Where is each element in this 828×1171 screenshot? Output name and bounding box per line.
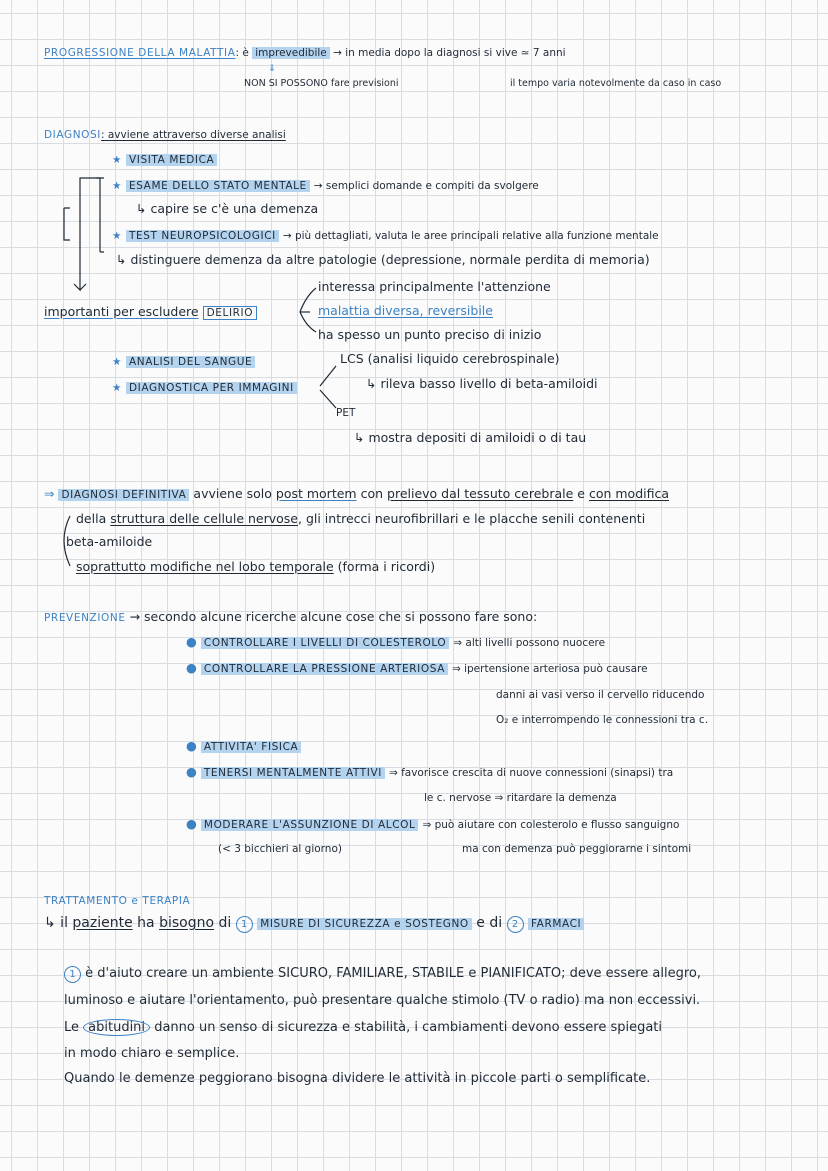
text: le c. nervose xyxy=(424,792,492,804)
alcohol-note: (< 3 bicchieri al giorno) xyxy=(218,843,342,855)
delirium-point-1: interessa principalmente l'attenzione xyxy=(318,279,551,294)
time-variation: il tempo varia notevolmente da caso in caso xyxy=(510,78,722,89)
bullet-icon: ● xyxy=(186,738,197,753)
modification: con modifica xyxy=(588,486,670,501)
pet: PET xyxy=(336,407,356,419)
blood-label: ANALISI DEL SANGUE xyxy=(126,356,255,368)
definitive-line-1 xyxy=(44,486,669,503)
physical-activity-label: ATTIVITA' FISICA xyxy=(201,741,301,753)
mental-exam-item xyxy=(112,178,539,194)
text: con xyxy=(360,486,384,501)
alcohol-label: MODERARE L'ASSUNZIONE DI ALCOL xyxy=(201,819,419,831)
tissue-sample: prelievo dal tessuto cerebrale xyxy=(387,486,574,501)
text: di xyxy=(218,915,232,931)
unpredictable-highlight: imprevedibile xyxy=(252,47,330,59)
pressure-cont-1: danni ai vasi verso il cervello riducendo xyxy=(496,689,705,701)
diagnosis-intro: : avviene attraverso diverse analisi xyxy=(101,129,286,141)
imaging-label: DIAGNOSTICA PER IMMAGINI xyxy=(126,382,297,394)
post-mortem: post mortem xyxy=(275,486,357,501)
bullet-icon: ● xyxy=(186,660,197,675)
blood-item xyxy=(112,354,255,370)
treatment-line xyxy=(44,915,584,933)
text: ↳ il xyxy=(44,915,68,931)
text: e di xyxy=(476,915,503,931)
prevention-item-4 xyxy=(186,764,673,781)
pressure-desc: ⇒ ipertensione arteriosa può causare xyxy=(451,663,648,675)
alcohol-cont: ma con demenza può peggiorarne i sintomi xyxy=(462,843,692,855)
text: , gli intrecci neurofibrillari e le placche senili contenenti xyxy=(298,511,646,526)
prevention-item-5 xyxy=(186,816,679,833)
neuro-test-sub: ↳ distinguere demenza da altre patologie (depressione, normale perdita di memoria) xyxy=(116,252,650,267)
text: (forma i ricordi) xyxy=(337,559,436,574)
neuro-test-label: TEST NEUROPSICOLOGICI xyxy=(126,230,279,242)
star-icon: ★ xyxy=(112,154,123,166)
need: bisogno xyxy=(159,915,215,931)
delirium-point-2: malattia diversa, reversibile xyxy=(318,303,493,318)
treatment-p1-line3 xyxy=(64,1020,662,1036)
progression-heading: PROGRESSIONE DELLA MALATTIA xyxy=(44,47,236,59)
lcs-sub: ↳ rileva basso livello di beta-amiloidi xyxy=(366,376,598,391)
temporal-lobe: soprattutto modifiche nel lobo temporale xyxy=(76,559,334,574)
bullet-icon: ● xyxy=(186,764,197,779)
star-icon: ★ xyxy=(112,356,123,368)
mental-exam-desc: → semplici domande e compiti da svolgere xyxy=(313,180,539,192)
bullet-icon: ● xyxy=(186,816,197,831)
text: avviene solo xyxy=(193,486,272,501)
text: ha xyxy=(137,915,155,931)
star-icon: ★ xyxy=(112,230,123,242)
text: è d'aiuto creare un ambiente SICURO, FAMILIARE, STABILE e PIANIFICATO; deve essere allegro, xyxy=(85,966,701,981)
average-survival: in media dopo la diagnosi si vive ≃ 7 anni xyxy=(345,47,566,59)
progression-line xyxy=(44,45,566,61)
imaging-item xyxy=(112,380,297,396)
diagnosis-heading: DIAGNOSI xyxy=(44,129,101,141)
definitive-label: DIAGNOSI DEFINITIVA xyxy=(58,489,189,501)
text: della xyxy=(76,511,107,526)
patient: paziente xyxy=(72,915,133,931)
neuro-test-desc: → più dettagliati, valuta le aree principali relative alla funzione mentale xyxy=(282,230,659,242)
number-one-icon: 1 xyxy=(64,966,81,983)
important-line xyxy=(44,304,257,321)
important-text: importanti per escludere xyxy=(44,304,199,319)
star-icon: ★ xyxy=(112,180,123,192)
progression-intro: è xyxy=(242,47,249,59)
mental-exam-sub: ↳ capire se c'è una demenza xyxy=(136,201,319,216)
pressure-cont-2: O₂ e interrompendo le connessioni tra c. xyxy=(496,714,709,726)
arrow: ⇒ xyxy=(44,486,55,501)
lcs: LCS (analisi liquido cerebrospinale) xyxy=(340,351,560,366)
alcohol-desc: ⇒ può aiutare con colesterolo e flusso sanguigno xyxy=(422,819,680,831)
visit-item xyxy=(112,152,217,168)
habits-circled: abitudini xyxy=(83,1019,150,1036)
cholesterol-desc: ⇒ alti livelli possono nuocere xyxy=(453,637,606,649)
prevention-line xyxy=(44,609,537,626)
delirium-point-3: ha spesso un punto preciso di inizio xyxy=(318,327,542,342)
treatment-heading: TRATTAMENTO e TERAPIA xyxy=(44,895,191,907)
mentally-active-desc: ⇒ favorisce crescita di nuove connessioni (sinapsi) tra xyxy=(388,767,674,779)
text: e xyxy=(577,486,585,501)
pressure-label: CONTROLLARE LA PRESSIONE ARTERIOSA xyxy=(201,663,448,675)
pet-sub: ↳ mostra depositi di amiloidi o di tau xyxy=(354,430,587,445)
star-icon: ★ xyxy=(112,382,123,394)
prevention-heading: PREVENZIONE xyxy=(44,612,126,624)
definitive-line-4 xyxy=(76,559,435,575)
mental-exam-label: ESAME DELLO STATO MENTALE xyxy=(126,180,310,192)
cholesterol-label: CONTROLLARE I LIVELLI DI COLESTEROLO xyxy=(201,637,449,649)
prevention-intro: secondo alcune ricerche alcune cose che si possono fare sono: xyxy=(144,609,538,624)
neuro-test-item xyxy=(112,228,659,244)
prevention-item-3 xyxy=(186,738,301,755)
prevention-item-1 xyxy=(186,634,605,651)
measures-label: MISURE DI SICUREZZA e SOSTEGNO xyxy=(257,918,472,930)
delirium-box: DELIRIO xyxy=(203,306,258,320)
text: danno un senso di sicurezza e stabilità, i cambiamenti devono essere spiegati xyxy=(154,1020,663,1035)
arrow: → xyxy=(333,47,342,59)
down-arrow-icon: ⇓ xyxy=(268,63,276,74)
number-one-icon: 1 xyxy=(236,916,253,933)
text: ⇒ ritardare la demenza xyxy=(494,792,617,804)
treatment-p1-line2: luminoso e aiutare l'orientamento, può presentare qualche stimolo (TV o radio) ma non eccessivi. xyxy=(64,993,701,1008)
visit-label: VISITA MEDICA xyxy=(126,154,217,166)
treatment-p1-line5: Quando le demenze peggiorano bisogna dividere le attività in piccole parti o semplificate. xyxy=(64,1071,651,1086)
mental-cont xyxy=(424,790,617,806)
definitive-line-3: beta-amiloide xyxy=(66,534,153,549)
cell-structure: struttura delle cellule nervose xyxy=(110,511,298,526)
treatment-p1-line4: in modo chiaro e semplice. xyxy=(64,1046,240,1061)
mentally-active-label: TENERSI MENTALMENTE ATTIVI xyxy=(201,767,385,779)
no-predictions: NON SI POSSONO fare previsioni xyxy=(244,78,399,89)
arrow: → xyxy=(129,609,141,624)
colon: : xyxy=(235,47,240,59)
number-two-icon: 2 xyxy=(507,916,524,933)
definitive-line-2 xyxy=(76,511,645,527)
bullet-icon: ● xyxy=(186,634,197,649)
prevention-item-2 xyxy=(186,660,648,677)
treatment-p1-line1 xyxy=(64,966,701,983)
drugs-label: FARMACI xyxy=(528,918,584,930)
text: Le xyxy=(64,1020,80,1035)
diagnosis-line xyxy=(44,127,286,143)
